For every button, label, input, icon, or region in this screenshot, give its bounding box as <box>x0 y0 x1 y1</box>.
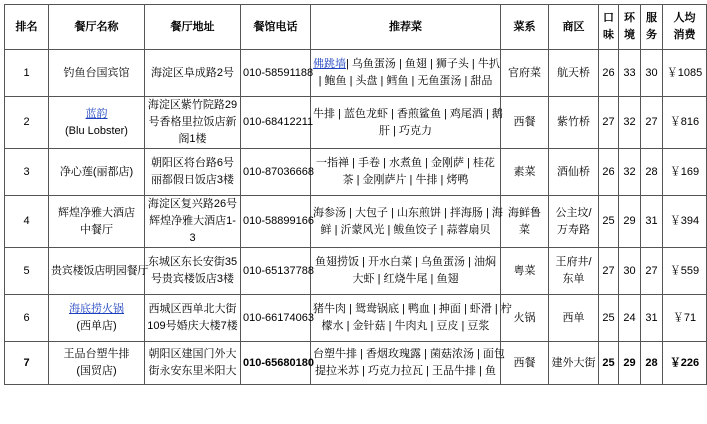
dishes-cell <box>311 50 501 97</box>
taste-score: 26 <box>599 50 619 97</box>
dishes-line-2: 提拉米苏 | 巧克力拉瓦 | 王品牛排 | 鱼 <box>315 365 496 377</box>
header-spend-line1: 人均 <box>673 12 696 24</box>
taste-score: 25 <box>599 342 619 385</box>
dishes-cell <box>311 342 505 385</box>
dishes-line-2: 茶 | 金刚萨片 | 牛排 | 烤鸭 <box>342 174 469 186</box>
restaurant-name: 净心莲(丽都店) <box>49 149 145 196</box>
address-cell: 朝阳区建国门外大街永安东里米阳大 <box>145 342 241 385</box>
phone-cell: 010-66174063 <box>241 295 311 342</box>
dishes-line-1: 一指禅 | 手卷 | 水煮鱼 | 金刚萨 | 桂花 <box>316 157 495 169</box>
taste-score: 27 <box>599 248 619 295</box>
restaurant-name-sub: 中餐厅 <box>80 223 113 236</box>
rank-cell: 3 <box>5 149 49 196</box>
avg-spend: ￥169 <box>663 149 707 196</box>
area-cell: 西单 <box>549 295 599 342</box>
header-taste: 口味 <box>599 5 619 50</box>
dishes-line-1 <box>313 56 498 73</box>
avg-spend: ￥71 <box>663 295 707 342</box>
header-rank: 排名 <box>5 5 49 50</box>
header-row <box>5 5 707 50</box>
env-score: 29 <box>619 342 641 385</box>
header-spend <box>663 5 707 50</box>
rank-cell: 4 <box>5 196 49 248</box>
cuisine-cell: 素菜 <box>501 149 549 196</box>
rank-cell: 6 <box>5 295 49 342</box>
area-cell: 公主坟/万寿路 <box>549 196 599 248</box>
restaurant-ranking-table <box>4 4 707 385</box>
area-cell: 紫竹桥 <box>549 97 599 149</box>
avg-spend: ￥394 <box>663 196 707 248</box>
taste-score: 26 <box>599 149 619 196</box>
rank-cell: 1 <box>5 50 49 97</box>
avg-spend: ￥1085 <box>663 50 707 97</box>
dish-link[interactable]: 佛跳墙 <box>313 58 346 70</box>
dishes-cell <box>311 149 501 196</box>
restaurant-name-cell <box>49 196 145 248</box>
dishes-line-1: 鱼翅捞饭 | 开水白菜 | 乌鱼蛋汤 | 油焖 <box>315 256 496 268</box>
header-phone: 餐馆电话 <box>241 5 311 50</box>
cuisine-cell: 西餐 <box>501 342 549 385</box>
restaurant-name: 钓鱼台国宾馆 <box>49 50 145 97</box>
dishes-line-1: 台塑牛排 | 香烟玫瑰露 | 菌菇浓汤 | 面包 <box>313 348 505 360</box>
env-score: 24 <box>619 295 641 342</box>
dishes-line-2: 鲜 | 沂蒙风光 | 鲅鱼饺子 | 蒜蓉扇贝 <box>320 223 491 236</box>
header-service: 服务 <box>641 5 663 50</box>
phone-cell: 010-58591188 <box>241 50 311 97</box>
area-cell: 王府井/东单 <box>549 248 599 295</box>
header-address: 餐厅地址 <box>145 5 241 50</box>
address-cell: 海淀区阜成路2号 <box>145 50 241 97</box>
table-row <box>5 295 707 342</box>
cuisine-cell: 官府菜 <box>501 50 549 97</box>
table-row <box>5 97 707 149</box>
cuisine-cell: 西餐 <box>501 97 549 149</box>
service-score: 28 <box>641 149 663 196</box>
restaurant-name: 贵宾楼饭店明园餐厅 <box>49 248 145 295</box>
restaurant-name-cell <box>49 342 145 385</box>
avg-spend: ￥226 <box>663 342 707 385</box>
dishes-cell <box>311 248 501 295</box>
env-score: 29 <box>619 196 641 248</box>
taste-score: 25 <box>599 196 619 248</box>
header-dishes: 推荐菜 <box>311 5 501 50</box>
address-cell: 西城区西单北大街109号婚庆大楼7楼 <box>145 295 241 342</box>
avg-spend: ￥816 <box>663 97 707 149</box>
dishes-line-2: | 鲍鱼 | 头盘 | 鳕鱼 | 无鱼蛋汤 | 甜品 <box>318 75 493 87</box>
taste-score: 25 <box>599 295 619 342</box>
restaurant-name-link[interactable]: 海底捞火锅 <box>69 303 124 315</box>
restaurant-name-sub: (国贸店) <box>76 365 117 377</box>
table-row <box>5 196 707 248</box>
rank-cell: 2 <box>5 97 49 149</box>
dishes-line-2: 肝 | 巧克力 <box>379 124 432 137</box>
address-cell: 海淀区紫竹院路29号香格里拉饭店新阁1楼 <box>145 97 241 149</box>
area-cell: 建外大街 <box>549 342 599 385</box>
service-score: 30 <box>641 50 663 97</box>
dishes-line-1: 海参汤 | 大包子 | 山东煎饼 | 拌海肠 | 海 <box>313 206 503 219</box>
restaurant-name-sub: (Blu Lobster) <box>65 124 128 137</box>
address-cell: 东城区东长安街35号贵宾楼饭店3楼 <box>145 248 241 295</box>
taste-score: 27 <box>599 97 619 149</box>
env-score: 32 <box>619 97 641 149</box>
dishes-cell <box>311 295 512 342</box>
dishes-cell <box>311 97 501 149</box>
header-spend-line2: 消费 <box>673 29 696 41</box>
dishes-line-1-text: | 乌鱼蛋汤 | 鱼翅 | 狮子头 | 牛扒 <box>346 58 500 70</box>
table-row <box>5 50 707 97</box>
dishes-line-2: 檬水 | 金针菇 | 牛肉丸 | 豆皮 | 豆浆 <box>321 320 490 332</box>
service-score: 27 <box>641 248 663 295</box>
phone-cell: 010-65137788 <box>241 248 311 295</box>
restaurant-name-link[interactable]: 蓝韵 <box>85 107 108 120</box>
env-score: 30 <box>619 248 641 295</box>
phone-cell: 010-87036668 <box>241 149 311 196</box>
dishes-cell <box>311 196 501 248</box>
restaurant-name-cell <box>49 97 145 149</box>
restaurant-name: 辉煌净雅大酒店 <box>58 206 135 219</box>
dishes-line-2: 大虾 | 红烧牛尾 | 鱼翅 <box>352 273 459 285</box>
rank-cell: 5 <box>5 248 49 295</box>
header-cuisine: 菜系 <box>501 5 549 50</box>
dishes-line-1: 牛排 | 蓝色龙虾 | 香煎鲨鱼 | 鸡尾酒 | 鹅 <box>313 107 503 120</box>
header-env: 环境 <box>619 5 641 50</box>
phone-cell: 010-65680180 <box>241 342 311 385</box>
env-score: 33 <box>619 50 641 97</box>
area-cell: 酒仙桥 <box>549 149 599 196</box>
area-cell: 航天桥 <box>549 50 599 97</box>
header-area: 商区 <box>549 5 599 50</box>
phone-cell: 010-68412211 <box>241 97 311 149</box>
cuisine-cell: 火锅 <box>501 295 549 342</box>
address-cell: 海淀区复兴路26号辉煌净雅大酒店1-3 <box>145 196 241 248</box>
table-row <box>5 248 707 295</box>
rank-cell: 7 <box>5 342 49 385</box>
service-score: 31 <box>641 196 663 248</box>
header-name: 餐厅名称 <box>49 5 145 50</box>
service-score: 31 <box>641 295 663 342</box>
table-row <box>5 149 707 196</box>
address-cell: 朝阳区将台路6号丽都假日饭店3楼 <box>145 149 241 196</box>
avg-spend: ￥559 <box>663 248 707 295</box>
service-score: 28 <box>641 342 663 385</box>
restaurant-name-cell <box>49 295 145 342</box>
cuisine-cell: 海鲜鲁菜 <box>501 196 549 248</box>
service-score: 27 <box>641 97 663 149</box>
restaurant-name: 王品台塑牛排 <box>63 348 130 360</box>
env-score: 32 <box>619 149 641 196</box>
table-row <box>5 342 707 385</box>
restaurant-name-sub: (西单店) <box>76 320 117 332</box>
dishes-line-1: 猪牛肉 | 鸳鸯锅底 | 鸭血 | 抻面 | 虾滑 | 柠 <box>313 303 512 315</box>
phone-cell: 010-58899166 <box>241 196 311 248</box>
cuisine-cell: 粤菜 <box>501 248 549 295</box>
